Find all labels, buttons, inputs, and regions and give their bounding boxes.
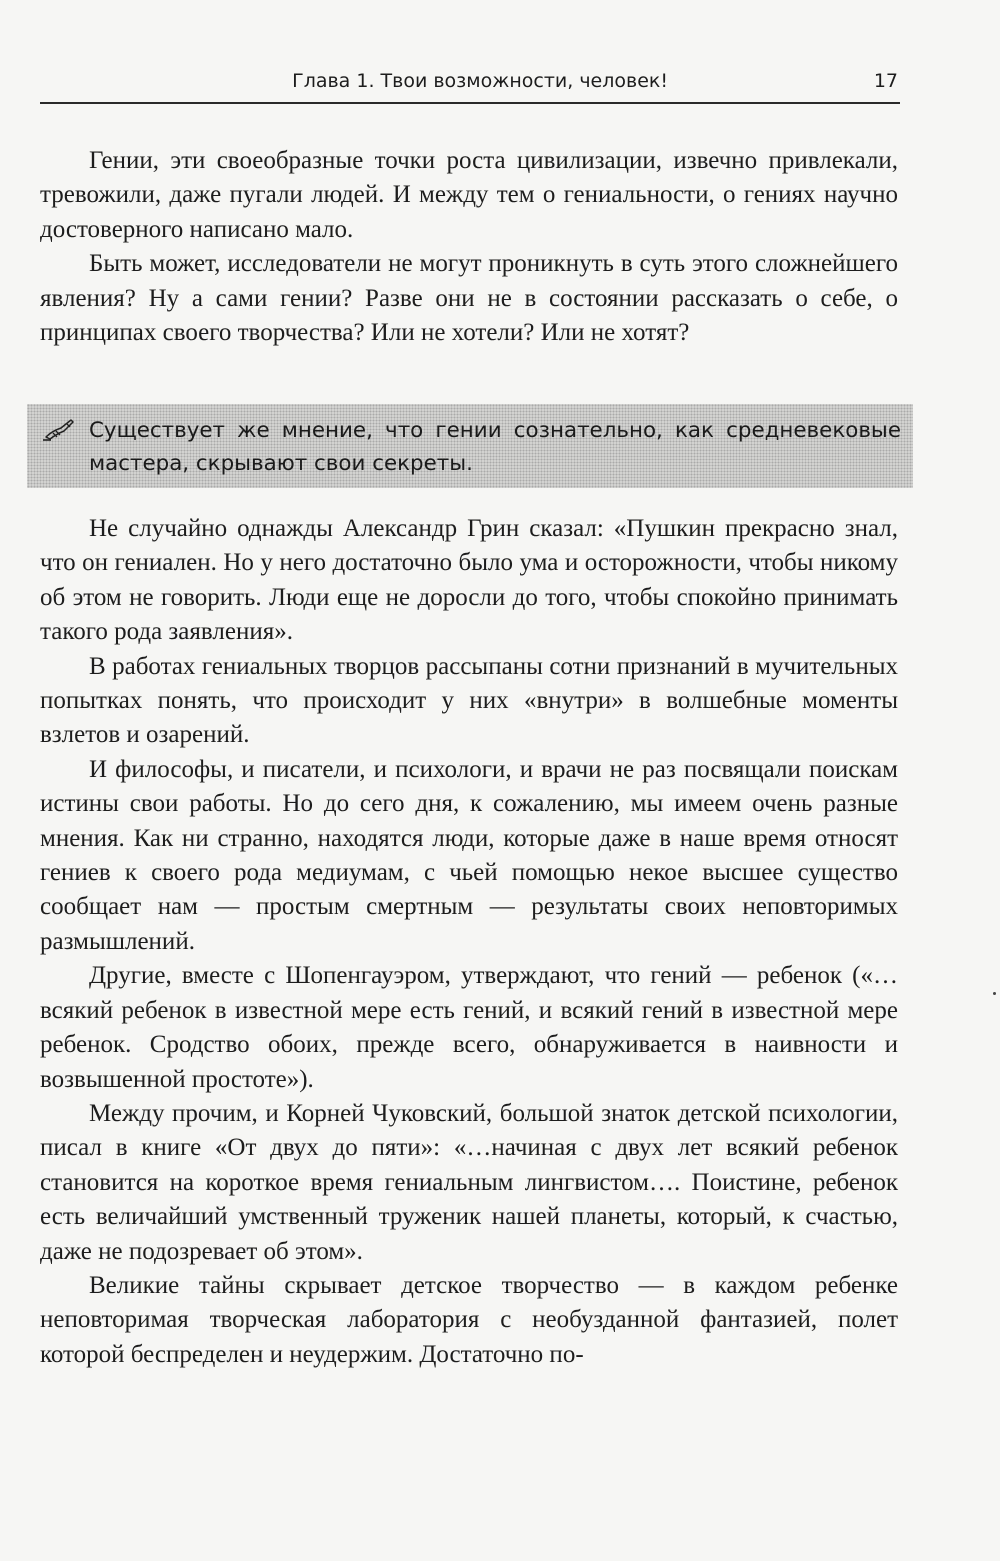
paragraph: В работах гениальных творцов рассыпаны сотни признаний в мучительных попытках понять, что происходит у них «внутри» в волшебные моменты взлетов и озарений. [40, 652, 898, 749]
paragraph: Не случайно однажды Александр Грин сказал: «Пушкин прекрасно знал, что он гениален. Но у него достаточно было ума и осторожности, чтобы никому об этом не говорить. Люди еще не доросли до того, чтобы спокойно принимать такого рода заявления». [40, 515, 898, 646]
callout-box [27, 404, 913, 488]
callout-text: Существует же мнение, что гении сознательно, как средневековые мастера, скрывают свои секреты. [89, 418, 901, 476]
paragraph: Быть может, исследователи не могут проникнуть в суть этого сложнейшего явления? Ну а сами гении? Разве они не в состоянии рассказать о себе, о принципах своего творчества? Или не хотели? Или не хотят? [40, 250, 898, 347]
running-head [40, 66, 900, 104]
scan-speck [993, 992, 996, 995]
paragraph: И философы, и писатели, и психологи, и врачи не раз посвящали поискам истины свои работы. Но до сего дня, к сожалению, мы имеем очень разные мнения. Как ни странно, находятся люди, которые даже в наше время относят гениев к своего рода медиумам, с чьей помощью некое высшее существо сообщает нам — простым смертным — результаты своих неповторимых размышлений. [40, 755, 898, 955]
paragraph: Гении, эти своеобразные точки роста цивилизации, извечно привлекали, тревожили, даже пугали людей. И между тем о гениальности, о гениях научно достоверного написано мало. [40, 147, 898, 243]
page-number: 17 [873, 70, 898, 92]
body-text-bottom [40, 512, 898, 1372]
paragraph: Между прочим, и Корней Чуковский, большой знаток детской психологии, писал в книге «От двух до пяти»: «…начиная с двух лет всякий ребенок становится на короткое время гениальным лингвистом…. Поистине, ребенок есть величайший умственный труженик нашей планеты, который, к счастью, даже не подозревает об этом». [40, 1099, 898, 1265]
paragraph: Другие, вместе с Шопенгауэром, утверждают, что гений — ребенок («…всякий ребенок в известной мере есть гений, и всякий гений в известной мере ребенок. Сродство обоих, прежде всего, обнаруживается в наивности и возвышенной простоте»). [40, 962, 898, 1093]
body-text-top [40, 144, 898, 350]
writing-hand-icon [41, 416, 75, 444]
paragraph: Великие тайны скрывает детское творчество — в каждом ребенке неповторимая творческая лаборатория с необузданной фантазией, полет которой беспределен и неудержим. Достаточно по- [40, 1271, 898, 1368]
chapter-title: Глава 1. Твои возможности, человек! [292, 70, 668, 92]
